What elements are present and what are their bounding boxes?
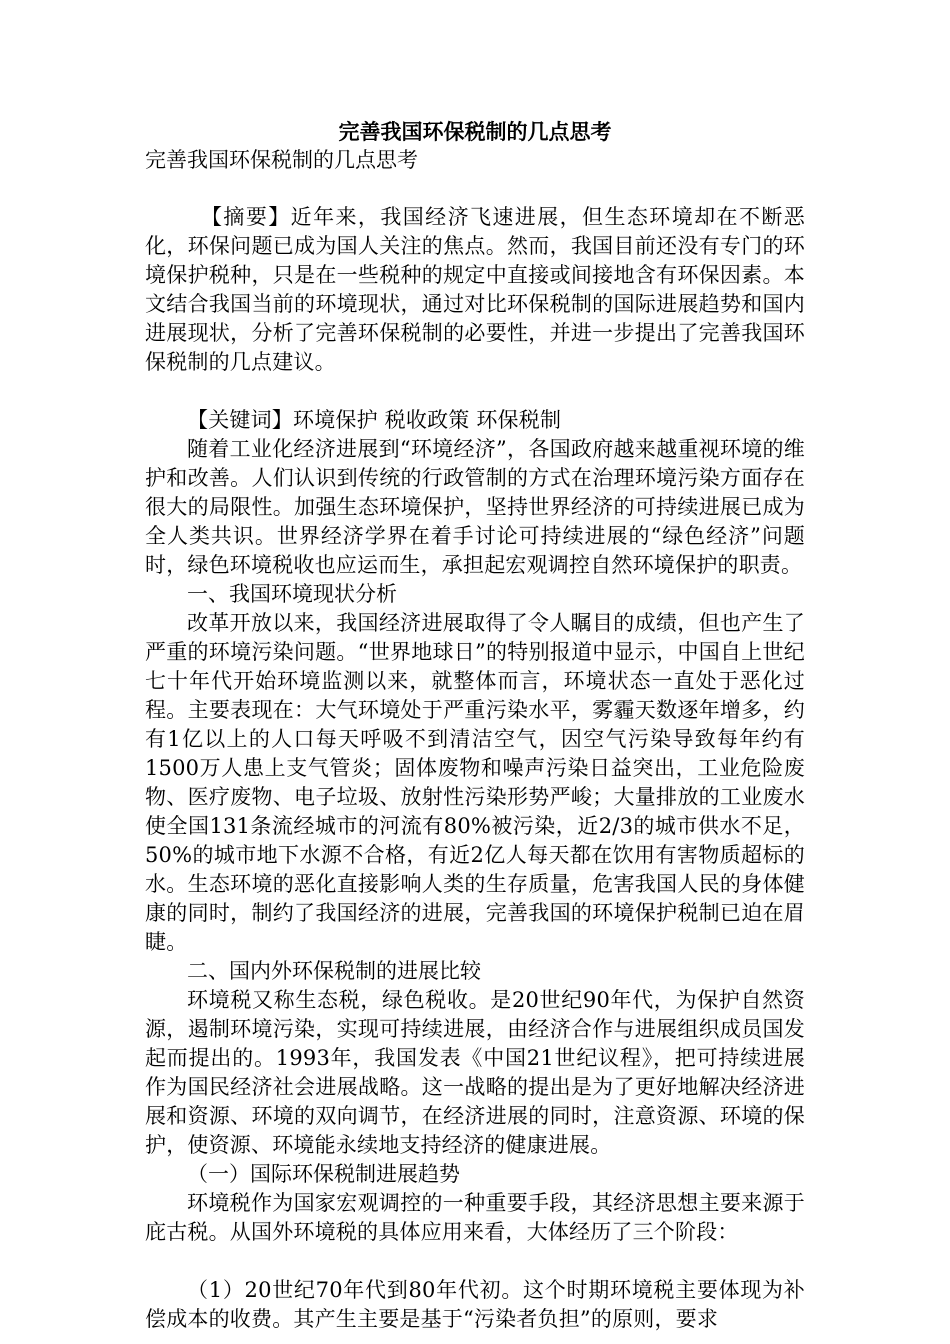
document-page xyxy=(145,118,805,1334)
section-1-paragraph: 改革开放以来，我国经济进展取得了令人瞩目的成绩，但也产生了严重的环境污染问题。“世界地球日”的特别报道中显示，中国自上世纪七十年代开始环境监测以来，就整体而言，环境状态一直处于恶化过程。主要表现在：大气环境处于严重污染水平，雾霾天数逐年增多，约有1亿以上的人口每天呼吸不到清洁空气，因空气污染导致每年约有1500万人患上支气管炎；固体废物和噪声污染日益突出，工业危险废物、医疗废物、电子垃圾、放射性污染形势严峻；大量排放的工业废水使全国131条流经城市的河流有80%被污染，近2/3的城市供水不足，50%的城市地下水源不合格，有近2亿人每天都在饮用有害物质超标的水。生态环境的恶化直接影响人类的生存质量，危害我国人民的身体健康的同时，制约了我国经济的进展，完善我国的环境保护税制已迫在眉睫。 xyxy=(145,611,805,954)
subsection-1-paragraph: 环境税作为国家宏观调控的一种重要手段，其经济思想主要来源于庇古税。从国外环境税的具体应用来看，大体经历了三个阶段： xyxy=(145,1191,805,1244)
subsection-1-heading: （一）国际环保税制进展趋势 xyxy=(187,1162,460,1186)
spacer xyxy=(145,1247,805,1276)
section-1-heading: 一、我国环境现状分析 xyxy=(187,582,397,606)
document-title: 完善我国环保税制的几点思考 xyxy=(338,119,612,144)
section-2-heading: 二、国内外环保税制的进展比较 xyxy=(187,959,481,983)
intro-paragraph: 随着工业化经济进展到“环境经济”，各国政府越来越重视环境的维护和改善。人们认识到传统的行政管制的方式在治理环境污染方面存在很大的局限性。加强生态环境保护，坚持世界经济的可持续进展已成为全人类共识。世界经济学界在着手讨论可持续进展的“绿色经济”问题时，绿色环境税收也应运而生，承担起宏观调控自然环境保护的职责。 xyxy=(145,437,805,577)
stage-1-paragraph: （1）20世纪70年代到80年代初。这个时期环境税主要体现为补偿成本的收费。其产生主要是基于“污染者负担”的原则，要求 xyxy=(145,1278,805,1331)
section-2-paragraph: 环境税又称生态税，绿色税收。是20世纪90年代，为保护自然资源，遏制环境污染，实现可持续进展，由经济合作与进展组织成员国发起而提出的。1993年，我国发表《中国21世纪议程》，把可持续进展作为国民经济社会进展战略。这一战略的提出是为了更好地解决经济进展和资源、环境的双向调节，在经济进展的同时，注意资源、环境的保护，使资源、环境能永续地支持经济的健康进展。 xyxy=(145,988,805,1157)
spacer xyxy=(145,174,805,203)
abstract-paragraph: 【摘要】近年来，我国经济飞速进展，但生态环境却在不断恶化，环保问题已成为国人关注的焦点。然而，我国目前还没有专门的环境保护税种，只是在一些税种的规定中直接或间接地含有环保因素。本文结合我国当前的环境现状，通过对比环保税制的国际进展趋势和国内进展现状，分析了完善环保税制的必要性，并进一步提出了完善我国环保税制的几点建议。 xyxy=(145,205,805,374)
document-subtitle: 完善我国环保税制的几点思考 xyxy=(145,148,418,172)
spacer xyxy=(145,377,805,406)
keywords-line: 【关键词】环境保护 税收政策 环保税制 xyxy=(187,408,562,432)
